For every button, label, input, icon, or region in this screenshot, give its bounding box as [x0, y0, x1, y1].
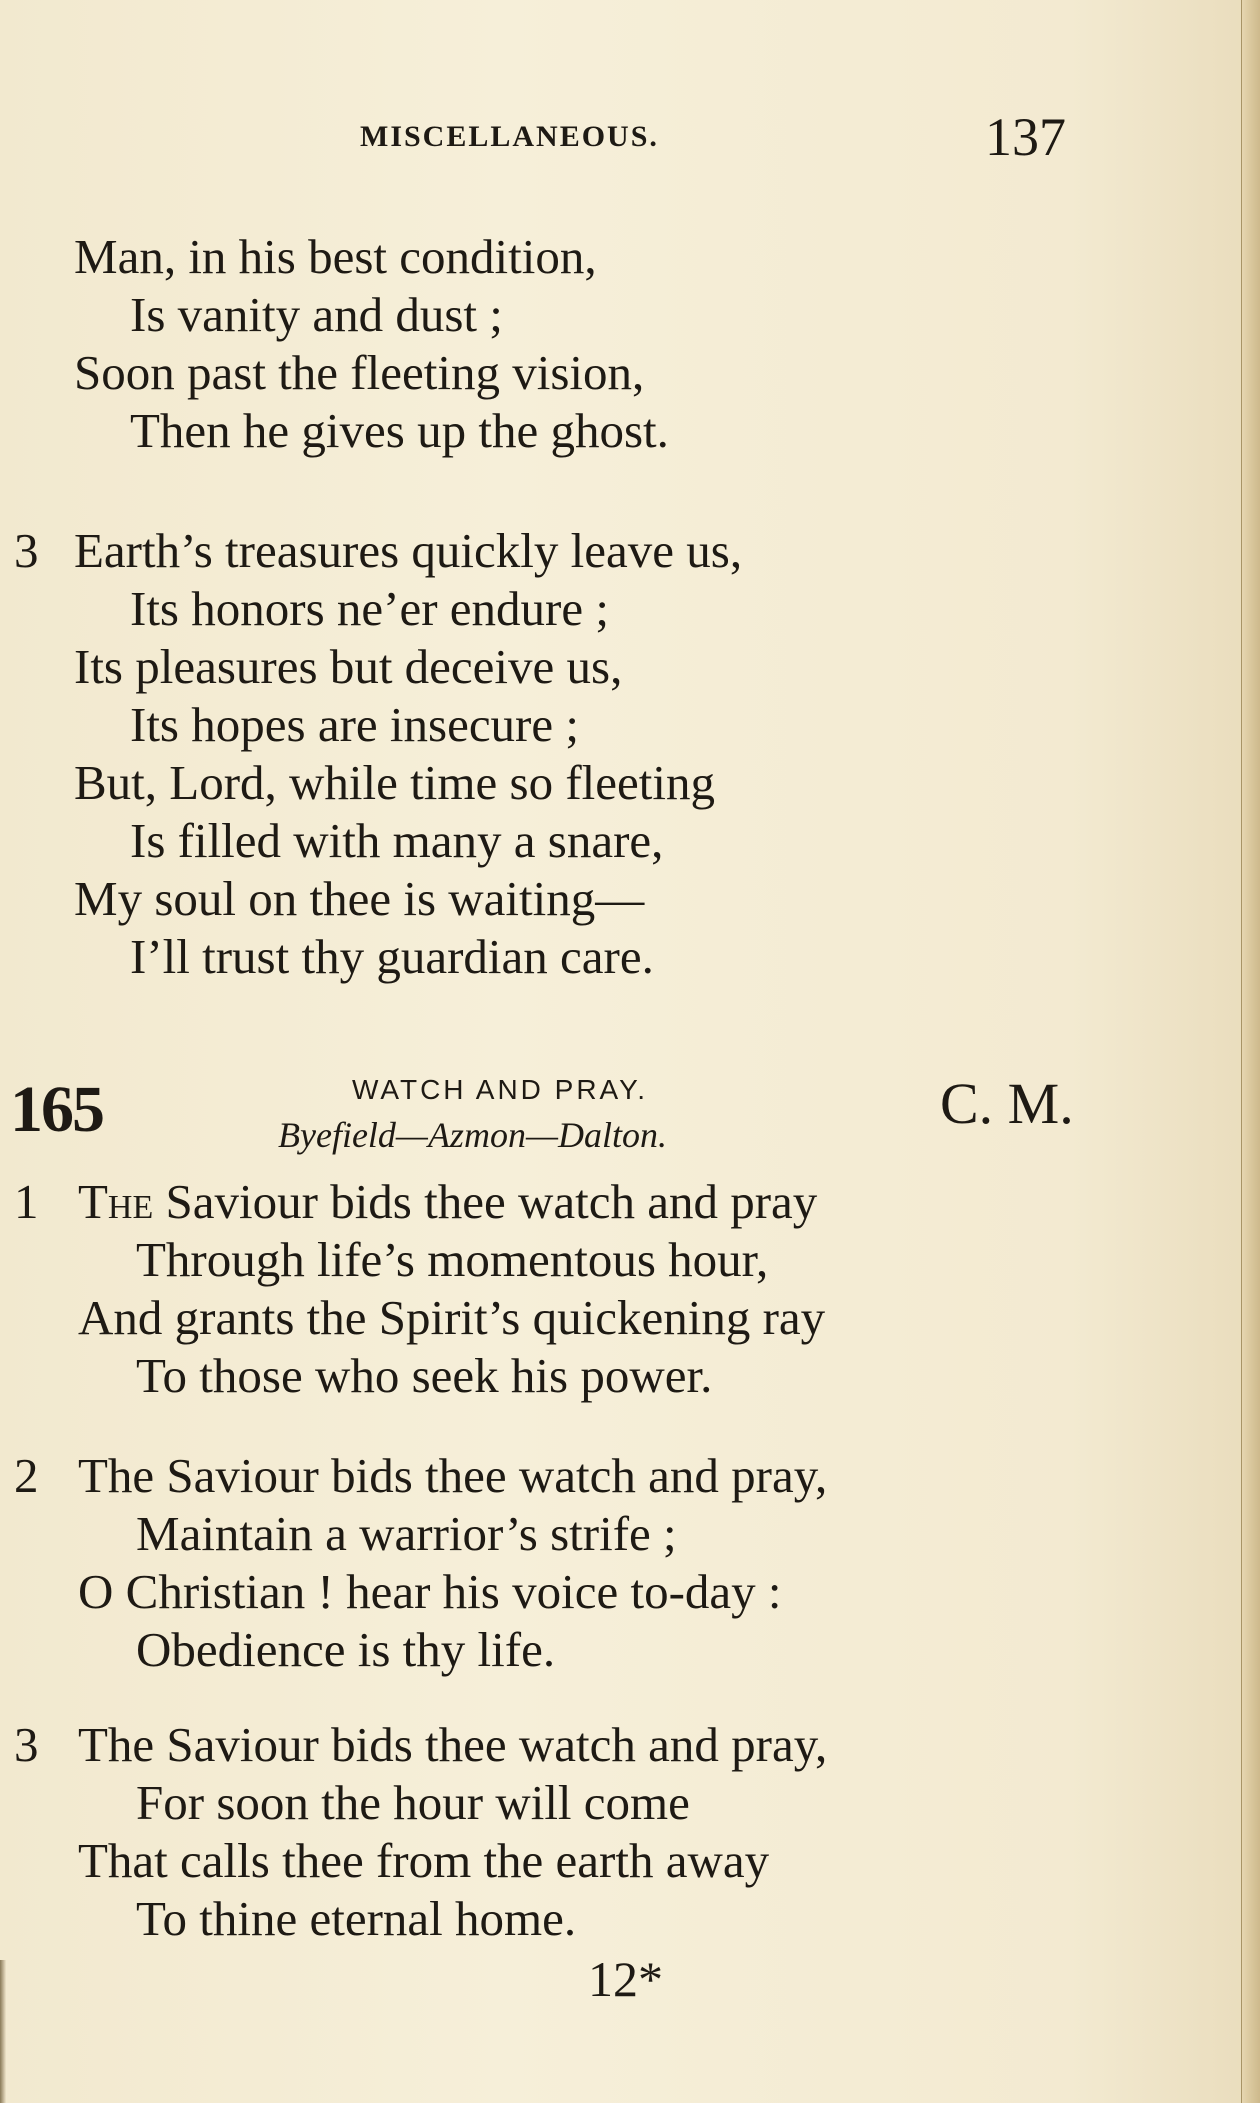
stanza-number: 3 [14, 523, 39, 578]
binding-shadow [0, 1960, 6, 2103]
stanza-number: 3 [14, 1717, 39, 1772]
verse-line: Man, in his best condition, [74, 229, 597, 284]
verse-line: Its hopes are insecure ; [130, 697, 579, 752]
verse-line: Is vanity and dust ; [130, 287, 503, 342]
verse-line: That calls thee from the earth away [78, 1833, 770, 1888]
verse-line: Is filled with many a snare, [130, 813, 664, 868]
verse-line: Its pleasures but deceive us, [74, 639, 623, 694]
verse-line [78, 1173, 817, 1231]
first-line-rest: Saviour bids thee watch and pray [153, 1174, 818, 1229]
verse-line: I’ll trust thy guardian care. [130, 929, 654, 984]
signature-mark: 12* [588, 1951, 663, 2007]
verse-line: For soon the hour will come [136, 1775, 690, 1830]
stanza-number: 1 [14, 1174, 39, 1229]
verse-line: The Saviour bids thee watch and pray, [78, 1448, 828, 1503]
verse-line: O Christian ! hear his voice to-day : [78, 1564, 782, 1619]
verse-line: To those who seek his power. [136, 1348, 713, 1403]
verse-line: The Saviour bids thee watch and pray, [78, 1717, 828, 1772]
verse-line: Earth’s treasures quickly leave us, [74, 523, 743, 578]
stanza-number: 2 [14, 1448, 39, 1503]
running-title: MISCELLANEOUS. [360, 120, 659, 153]
page-edge [1241, 0, 1260, 2103]
verse-line: Obedience is thy life. [136, 1622, 556, 1677]
verse-line: Then he gives up the ghost. [130, 403, 669, 458]
page-number: 137 [985, 107, 1066, 167]
first-word: The [78, 1174, 154, 1229]
verse-line: My soul on thee is waiting— [74, 871, 645, 926]
hymn-title: WATCH AND PRAY. [352, 1074, 649, 1105]
running-head [0, 107, 1260, 170]
hymn-tunes: Byefield—Azmon—Dalton. [278, 1115, 667, 1155]
verse-line: But, Lord, while time so fleeting [74, 755, 715, 810]
verse-line: And grants the Spirit’s quickening ray [78, 1290, 826, 1345]
verse-line: Soon past the fleeting vision, [74, 345, 645, 400]
hymn-number: 165 [10, 1073, 103, 1146]
verse-line: Through life’s momentous hour, [136, 1232, 769, 1287]
verse-line: Maintain a warrior’s strife ; [136, 1506, 677, 1561]
verse-line: Its honors ne’er endure ; [130, 581, 609, 636]
verse-line: To thine eternal home. [136, 1891, 577, 1946]
hymn-meter: C. M. [940, 1071, 1074, 1136]
